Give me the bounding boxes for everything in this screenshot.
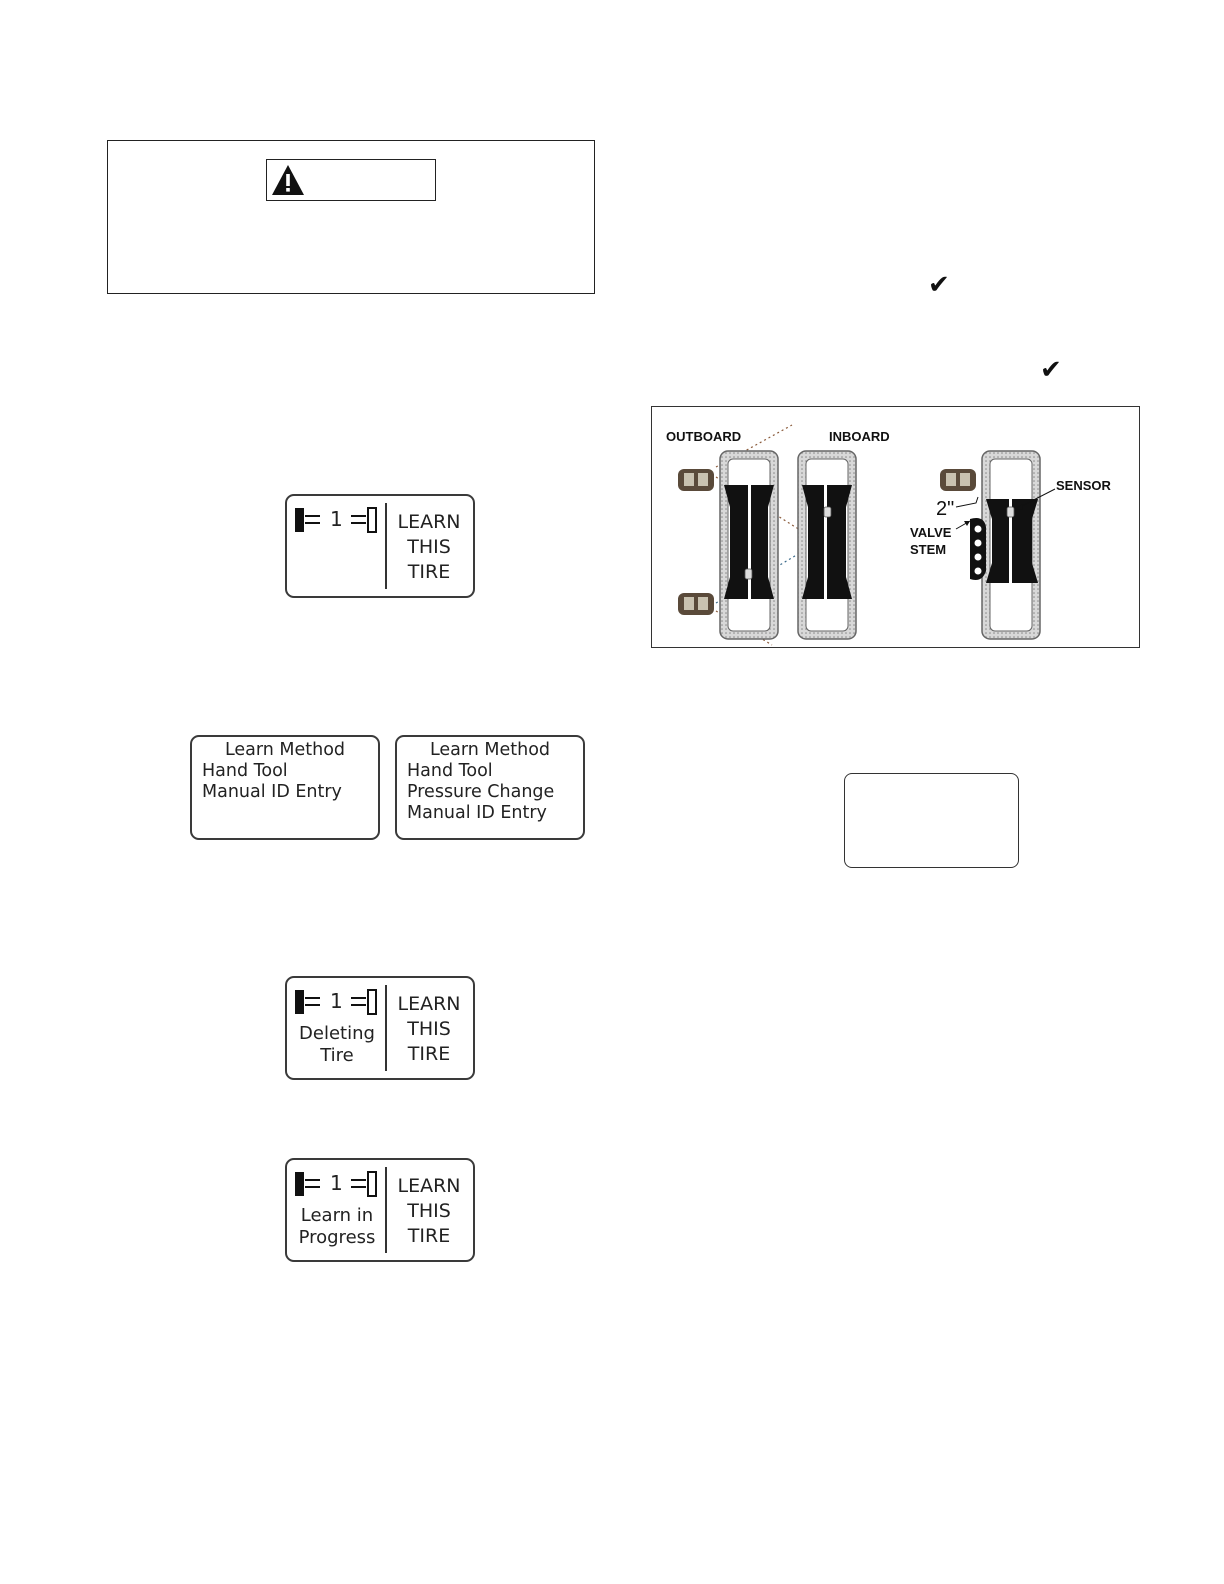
blank-display xyxy=(844,773,1019,868)
tire-position-number: 1 xyxy=(330,507,343,531)
menu-option: Pressure Change xyxy=(407,782,555,802)
menu-title: Learn Method xyxy=(224,740,346,760)
hand-tool-icon xyxy=(678,469,714,491)
screen-divider xyxy=(385,1167,387,1253)
tire-position-number: 1 xyxy=(330,1171,343,1195)
checkmark-icon: ✔ xyxy=(1040,355,1062,385)
warning-label xyxy=(266,159,436,201)
valve-label: VALVE xyxy=(910,525,952,540)
dual-tire-illustration xyxy=(652,407,1139,647)
learn-in-progress-status: Learn in Progress xyxy=(298,1205,376,1248)
menu-option: Manual ID Entry xyxy=(202,782,342,802)
screen-divider xyxy=(385,503,387,589)
warning-triangle-icon xyxy=(271,164,305,196)
display-learn-in-progress xyxy=(285,1158,475,1262)
menu-title: Learn Method xyxy=(429,740,551,760)
learn-this-tire-label: LEARN THIS TIRE xyxy=(397,511,461,583)
screen-divider xyxy=(385,985,387,1071)
checkmark-icon: ✔ xyxy=(928,270,950,300)
distance-label: 2" xyxy=(936,498,955,520)
tire-sensor-diagram xyxy=(651,406,1140,648)
outboard-label: OUTBOARD xyxy=(666,429,742,444)
inboard-label: INBOARD xyxy=(829,429,890,444)
learn-method-menu-1 xyxy=(190,735,380,840)
hand-tool-icon xyxy=(678,593,714,615)
hand-tool-icon xyxy=(940,469,976,491)
display-learn-this-tire xyxy=(285,494,475,598)
learn-this-tire-label: LEARN THIS TIRE xyxy=(397,993,461,1065)
learn-method-menu-2 xyxy=(395,735,585,840)
menu-option: Hand Tool xyxy=(202,761,288,781)
menu-option: Hand Tool xyxy=(407,761,493,781)
learn-this-tire-label: LEARN THIS TIRE xyxy=(397,1175,461,1247)
menu-option: Manual ID Entry xyxy=(407,803,547,823)
display-deleting-tire xyxy=(285,976,475,1080)
sensor-label: SENSOR xyxy=(1056,478,1111,493)
tire-position-number: 1 xyxy=(330,989,343,1013)
stem-label: STEM xyxy=(910,542,947,557)
deleting-tire-status: Deleting Tire xyxy=(299,1023,375,1066)
